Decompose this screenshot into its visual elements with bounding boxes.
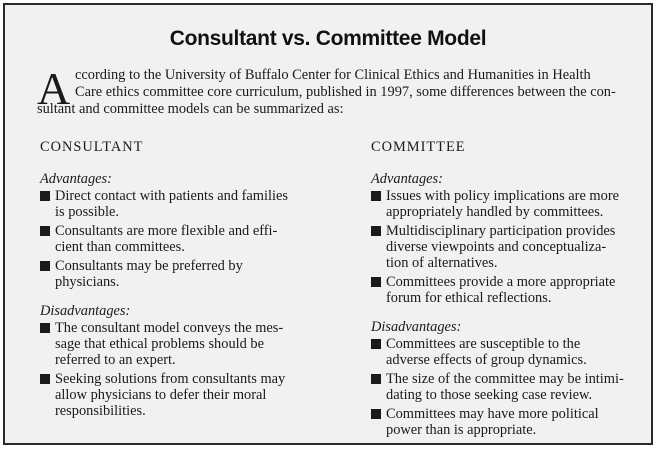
committee-advantages-label: Advantages:: [371, 171, 443, 187]
sidebar-box: [3, 3, 653, 445]
list-item-line: Multidisciplinary participation provides: [386, 223, 616, 239]
list-item-line: physicians.: [55, 274, 120, 290]
list-item-line: Seeking solutions from consultants may: [55, 371, 286, 387]
list-item: [40, 258, 310, 290]
committee-heading: COMMITTEE: [371, 139, 466, 155]
list-item-line: Committees are susceptible to the: [386, 336, 581, 352]
committee-column: [371, 139, 641, 441]
list-item: [371, 406, 641, 438]
list-item: [40, 223, 310, 255]
list-item-line: power than is appropriate.: [386, 422, 537, 438]
square-bullet-icon: [371, 191, 381, 201]
square-bullet-icon: [371, 374, 381, 384]
intro-line-2: Care ethics committee core curriculum, published in 1997, some differences between the con-: [75, 84, 616, 100]
list-item-line: The size of the committee may be intimi-: [386, 371, 624, 387]
square-bullet-icon: [40, 323, 50, 333]
list-item-line: Direct contact with patients and families: [55, 188, 288, 204]
list-item-line: appropriately handled by committees.: [386, 204, 604, 220]
list-item-line: cient than committees.: [55, 239, 185, 255]
square-bullet-icon: [371, 409, 381, 419]
consultant-column: [40, 139, 310, 422]
list-item-line: Committees may have more political: [386, 406, 599, 422]
consultant-heading: CONSULTANT: [40, 139, 144, 155]
list-item-line: The consultant model conveys the mes-: [55, 320, 284, 336]
list-item: [40, 188, 310, 220]
square-bullet-icon: [40, 374, 50, 384]
list-item-line: responsibilities.: [55, 403, 146, 419]
committee-advantages-list: [371, 188, 641, 306]
list-item: [371, 274, 641, 306]
list-item-line: forum for ethical reflections.: [386, 290, 552, 306]
intro-line-3: sultant and committee models can be summarized as:: [37, 101, 344, 117]
list-item-line: Consultants are more flexible and effi-: [55, 223, 278, 239]
consultant-advantages-label: Advantages:: [40, 171, 112, 187]
square-bullet-icon: [371, 339, 381, 349]
list-item: [371, 336, 641, 368]
consultant-advantages-list: [40, 188, 310, 290]
list-item: [371, 223, 641, 271]
list-item-line: allow physicians to defer their moral: [55, 387, 267, 403]
list-item: [371, 188, 641, 220]
list-item-line: adverse effects of group dynamics.: [386, 352, 587, 368]
list-item-line: Committees provide a more appropriate: [386, 274, 616, 290]
box-title: Consultant vs. Committee Model: [169, 27, 487, 50]
committee-disadvantages-label: Disadvantages:: [371, 319, 462, 335]
committee-disadvantages-list: [371, 336, 641, 438]
list-item-line: Issues with policy implications are more: [386, 188, 619, 204]
list-item-line: tion of alternatives.: [386, 255, 498, 271]
list-item-line: Consultants may be preferred by: [55, 258, 243, 274]
drop-cap: A: [37, 63, 71, 114]
list-item-line: is possible.: [55, 204, 119, 220]
list-item-line: referred to an expert.: [55, 352, 176, 368]
square-bullet-icon: [371, 277, 381, 287]
consultant-disadvantages-label: Disadvantages:: [40, 303, 131, 319]
square-bullet-icon: [40, 226, 50, 236]
list-item: [371, 371, 641, 403]
list-item-line: dating to those seeking case review.: [386, 387, 593, 403]
intro-line-1: ccording to the University of Buffalo Center for Clinical Ethics and Humanities in Health: [75, 67, 591, 83]
intro-paragraph: [37, 63, 619, 118]
consultant-disadvantages-list: [40, 320, 310, 419]
list-item: [40, 371, 310, 419]
list-item: [40, 320, 310, 368]
square-bullet-icon: [40, 191, 50, 201]
list-item-line: sage that ethical problems should be: [55, 336, 265, 352]
square-bullet-icon: [40, 261, 50, 271]
list-item-line: diverse viewpoints and conceptualiza-: [386, 239, 607, 255]
square-bullet-icon: [371, 226, 381, 236]
